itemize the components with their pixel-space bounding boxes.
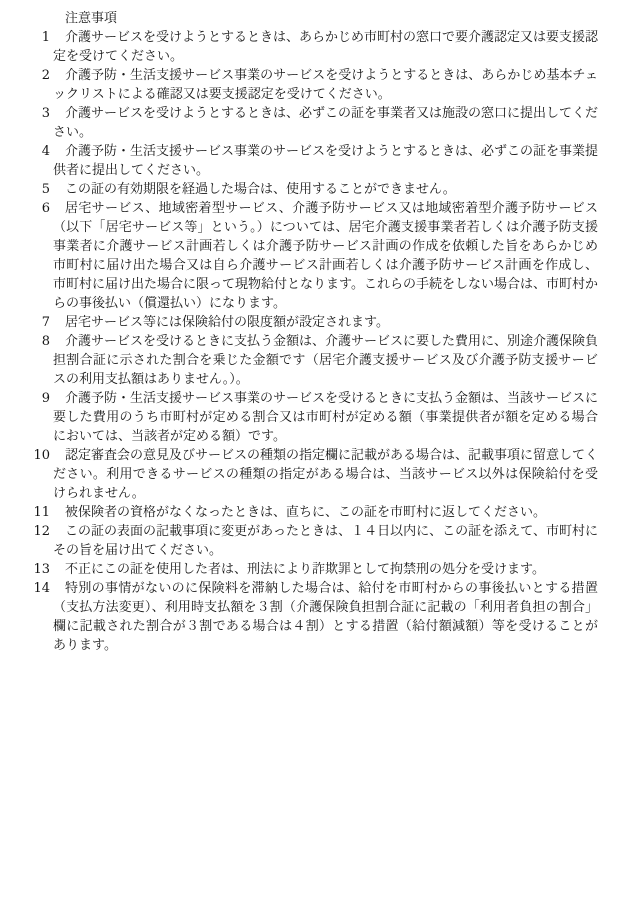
item-text: 介護サービスを受けるときに支払う金額は、介護サービスに要した費用に、別途介護保険負担割合証に示された割合を乗じた金額です（居宅介護支援サービス及び介護予防支援サービスの利用支払額はありません。）。 xyxy=(53,334,599,387)
item-number: 2 xyxy=(41,68,50,83)
item-text: 介護予防・生活支援サービス事業のサービスを受けようとするときは、あらかじめ基本チェックリストによる確認又は要支援認定を受けてください。 xyxy=(53,68,598,102)
item-number: 6 xyxy=(41,201,50,216)
item-number: 4 xyxy=(41,144,50,159)
note-item xyxy=(41,332,599,389)
notice-title: 注意事項 xyxy=(65,11,118,26)
item-number: 14 xyxy=(33,581,50,596)
note-item xyxy=(33,579,598,655)
note-item xyxy=(41,28,599,66)
note-item xyxy=(33,522,598,560)
item-text: この証の表面の記載事項に変更があったときは、１４日以内に、この証を添えて、市町村にその旨を届け出てください。 xyxy=(53,524,598,558)
item-number: 8 xyxy=(41,334,50,349)
item-text: 介護サービスを受けようとするときは、必ずこの証を事業者又は施設の窓口に提出してください。 xyxy=(53,106,599,140)
item-text: 介護予防・生活支援サービス事業のサービスを受けようとするときは、必ずこの証を事業提供者に提出してください。 xyxy=(53,144,599,178)
note-item xyxy=(41,104,599,142)
item-text: 被保険者の資格がなくなったときは、直ちに、この証を市町村に返してください。 xyxy=(65,505,547,520)
item-number: 5 xyxy=(41,182,50,197)
note-item xyxy=(33,503,598,522)
item-text: 居宅サービス等には保険給付の限度額が設定されます。 xyxy=(65,315,389,330)
note-item xyxy=(41,180,598,199)
item-text: 介護サービスを受けようとするときは、あらかじめ市町村の窓口で要介護認定又は要支援認定を受けてください。 xyxy=(53,30,599,64)
note-item xyxy=(41,66,598,104)
item-number: 13 xyxy=(33,562,50,577)
item-text: 居宅サービス、地域密着型サービス、介護予防サービス又は地域密着型介護予防サービス（以下「居宅サービス等」という。）については、居宅介護支援事業者若しくは介護予防支援事業者に介護サービス計画若しくは介護予防サービス計画の作成を依頼した旨をあらかじめ市町村に届け出た場合又は自ら介護サービス計画若しくは介護予防サービス計画を作成し、市町村に届け出た場合に限って現物給付となります。これらの手続をしない場合は、市町村からの事後払い（償還払い）になります。 xyxy=(53,201,598,311)
note-item xyxy=(41,142,599,180)
item-number: 12 xyxy=(33,524,50,539)
item-text: 介護予防・生活支援サービス事業のサービスを受けるときに支払う金額は、当該サービスに要した費用のうち市町村が定める割合又は市町村が定める額（事業提供者が額を定める場合においては、当該者が定める額）です。 xyxy=(53,391,599,444)
note-item xyxy=(33,560,598,579)
item-number: 1 xyxy=(41,30,50,45)
item-number: 9 xyxy=(41,391,50,406)
note-item xyxy=(41,313,598,332)
item-number: 10 xyxy=(33,448,50,463)
item-text: この証の有効期限を経過した場合は、使用することができません。 xyxy=(65,182,456,197)
note-item xyxy=(41,389,599,446)
note-item xyxy=(41,199,598,313)
note-item xyxy=(33,446,599,503)
item-number: 11 xyxy=(33,505,50,520)
item-text: 認定審査会の意見及びサービスの種類の指定欄に記載がある場合は、記載事項に留意してください。利用できるサービスの種類の指定がある場合は、当該サービス以外は保険給付を受けられません。 xyxy=(53,448,599,501)
item-number: 7 xyxy=(41,315,50,330)
item-number: 3 xyxy=(41,106,50,121)
item-text: 特別の事情がないのに保険料を滞納した場合は、給付を市町村からの事後払いとする措置（支払方法変更）、利用時支払額を３割（介護保険負担割合証に記載の「利用者負担の割合」欄に記載された割合が３割である場合は４割）とする措置（給付額減額）等を受けることがあります。 xyxy=(53,581,598,653)
item-text: 不正にこの証を使用した者は、刑法により詐欺罪として拘禁刑の処分を受けます。 xyxy=(65,562,545,577)
